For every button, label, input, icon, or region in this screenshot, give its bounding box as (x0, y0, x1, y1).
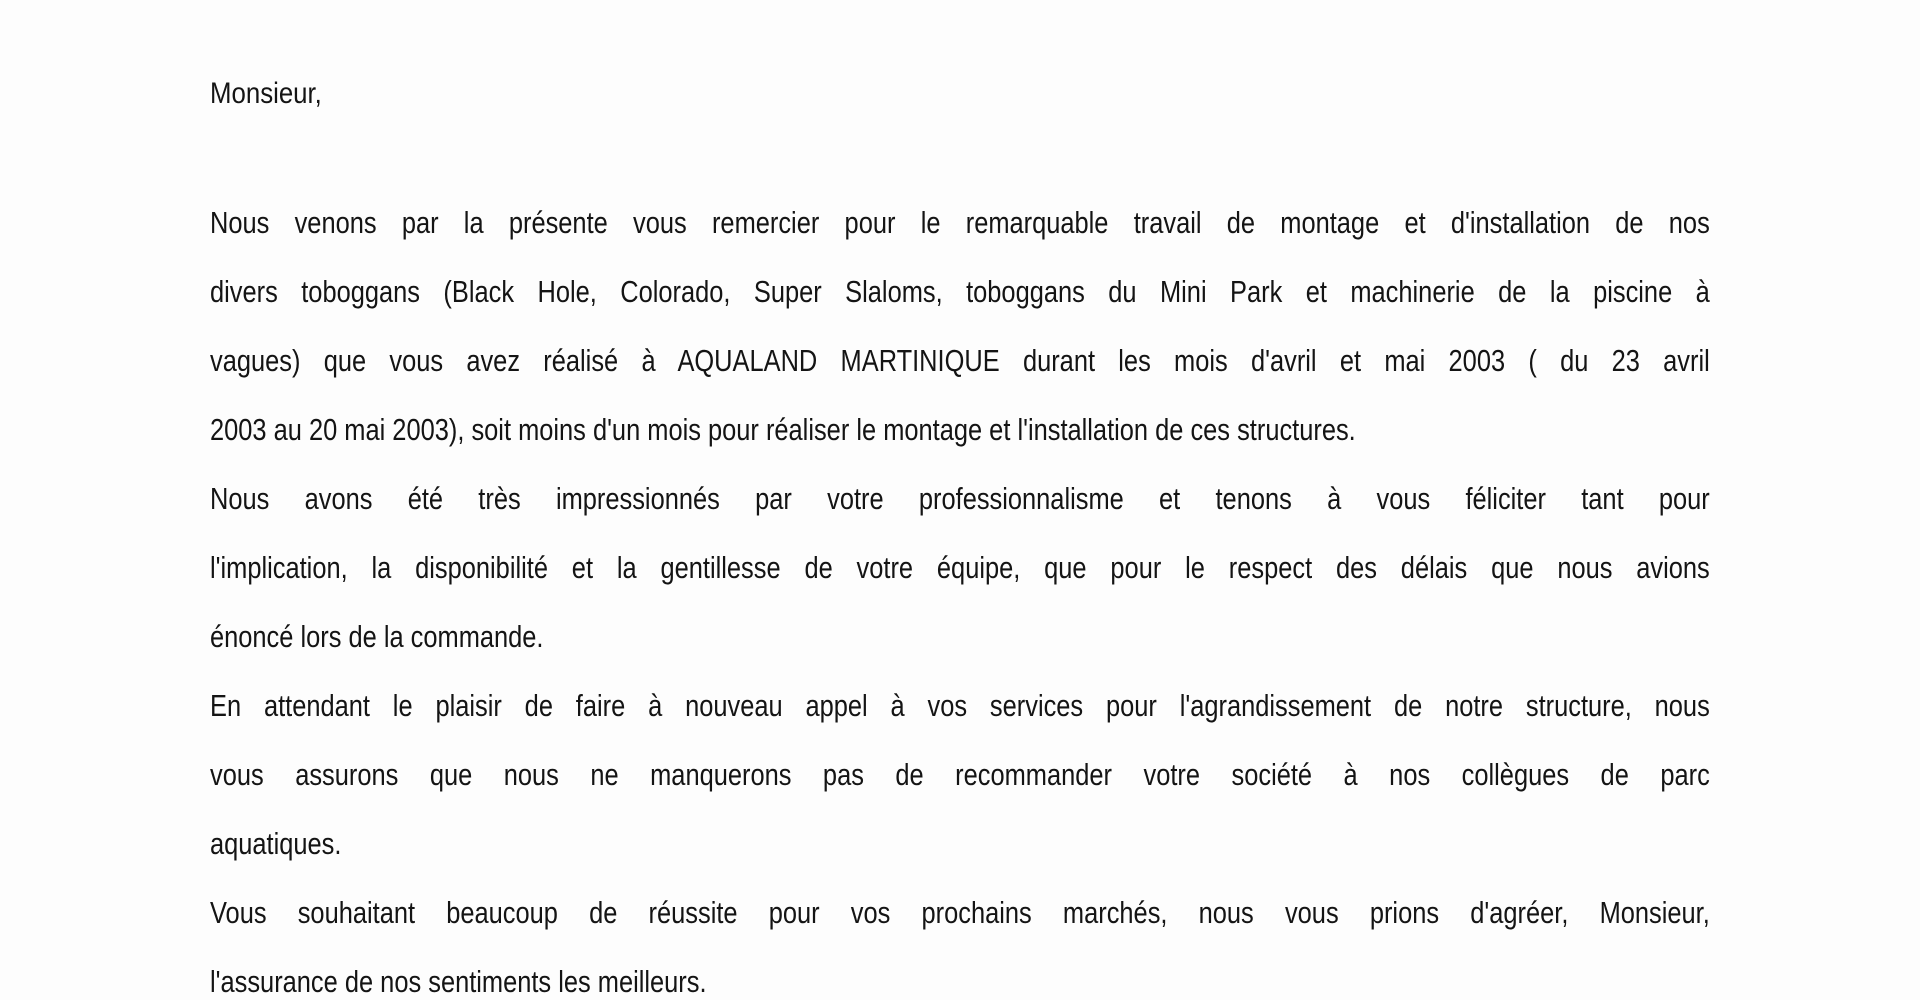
paragraph-professionalism (210, 464, 1710, 671)
text-line: l'assurance de nos sentiments les meilleurs. (210, 964, 707, 999)
paragraph-closing (210, 878, 1710, 1000)
text-line: l'implication, la disponibilité et la gentillesse de votre équipe, que pour le respect des délais que nous avions (210, 550, 1710, 585)
text-line: vagues) que vous avez réalisé à AQUALAND MARTINIQUE durant les mois d'avril et mai 2003 ( du 23 avril (210, 343, 1710, 378)
text-line: aquatiques. (210, 826, 342, 861)
text-line: Nous venons par la présente vous remercier pour le remarquable travail de montage et d'installation de nos (210, 205, 1710, 240)
paragraph-recommendation (210, 671, 1710, 878)
text-line: énoncé lors de la commande. (210, 619, 544, 654)
text-line: divers toboggans (Black Hole, Colorado, Super Slaloms, toboggans du Mini Park et machinerie de la piscine à (210, 274, 1710, 309)
paragraph-thanks (210, 188, 1710, 464)
text-line: vous assurons que nous ne manquerons pas de recommander votre société à nos collègues de parc (210, 757, 1710, 792)
text-line: En attendant le plaisir de faire à nouveau appel à vos services pour l'agrandissement de notre structure, nous (210, 688, 1710, 723)
salutation: Monsieur, (210, 77, 322, 110)
letter-body (210, 72, 1710, 1000)
text-line: Nous avons été très impressionnés par votre professionnalisme et tenons à vous féliciter tant pour (210, 481, 1710, 516)
text-line: Vous souhaitant beaucoup de réussite pour vos prochains marchés, nous vous prions d'agréer, Monsieur, (210, 895, 1710, 930)
text-line: 2003 au 20 mai 2003), soit moins d'un mois pour réaliser le montage et l'installation de ces structures. (210, 412, 1356, 447)
